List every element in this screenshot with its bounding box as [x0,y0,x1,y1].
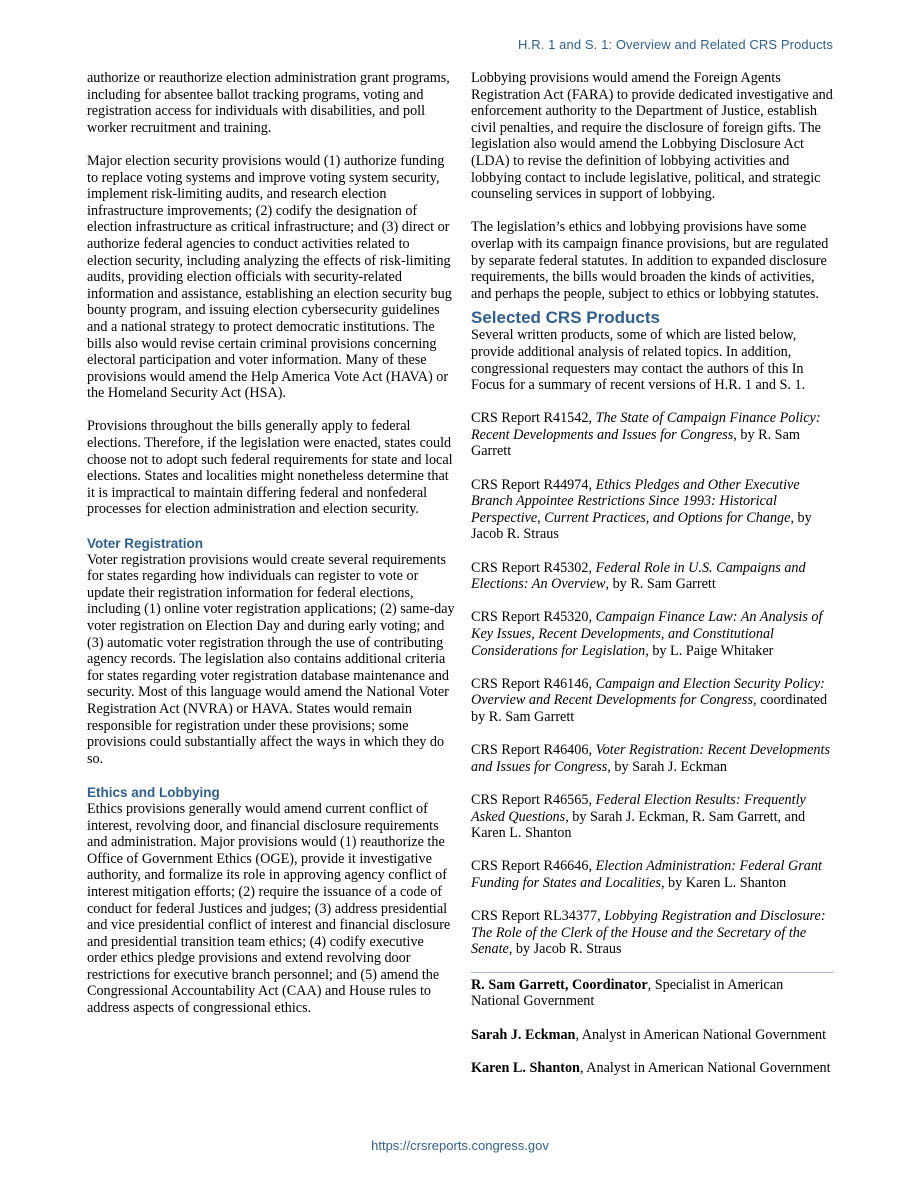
report-item [471,858,833,891]
report-authors: , by Sarah J. Eckman, R. Sam Garrett, and Karen L. Shanton [471,808,806,842]
report-authors: , by R. Sam Garrett [605,576,716,593]
report-number: CRS Report R41542, [471,410,596,427]
selected-crs-products-heading: Selected CRS Products [471,308,660,328]
report-title: Campaign Finance Law: An Analysis of Key Issues, Recent Developments, and Constitutional Considerations for Legislation [471,609,823,659]
author-entry [471,1060,833,1077]
paragraph: authorize or reauthorize election administration grant programs, including for absentee ballot tracking programs, voting and registration access for individuals with disabilities, and poll worker recruitment and training. [87,70,450,136]
author-list [471,977,833,1077]
report-number: CRS Report R44974, [471,476,596,493]
report-number: CRS Report R46565, [471,791,596,808]
report-title: Ethics Pledges and Other Executive Branch Appointee Restrictions Since 1993: Historical Perspective, Current Practices, and Options for Change [471,476,800,526]
paragraph: Lobbying provisions would amend the Foreign Agents Registration Act (FARA) to provide dedicated investigative and enforcement authority to the Department of Justice, establish civil penalties, and require the disclosure of foreign gifts. The legislation also would amend the Lobbying Disclosure Act (LDA) to revise the definition of lobbying activities and lobbying contact to include legislative, political, and strategic counseling services in support of lobbying. [471,70,833,203]
report-item [471,609,833,659]
report-title: Lobbying Registration and Disclosure: The Role of the Clerk of the House and the Secretary of the Senate [471,908,826,958]
report-item [471,410,833,460]
report-number: CRS Report RL34377, [471,908,605,925]
paragraph: Ethics provisions generally would amend current conflict of interest, revolving door, and financial disclosure requirements and administration. Major provisions would (1) reauthorize the Office of Government Ethics (OGE), provide it investigative authority, and formalize its role in approving agency conflict of interest mitigation efforts; (2) require the issuance of a code of conduct for federal Justices and judges; (3) address presidential and vice presidential conflict of interest and financial disclosure and presidential transition team ethics; (4) codify executive order ethics pledge provisions and extend revolving door restrictions for executive branch personnel; and (5) amend the Congressional Accountability Act (CAA) and House rules to address aspects of congressional ethics. [87,800,451,1017]
author-role: , Analyst in American National Government [579,1059,831,1076]
author-entry [471,1027,833,1044]
ethics-lobbying-heading: Ethics and Lobbying [87,784,220,800]
paragraph: Several written products, some of which are listed below, provide additional analysis of related topics. In addition, congressional requesters may contact the authors of this In Focus for a summary of recent versions of H.R. 1 and S. 1. [471,327,806,394]
report-authors: , by Jacob R. Straus [508,941,622,958]
report-authors: , coordinated by R. Sam Garrett [471,692,828,725]
report-number: CRS Report R45320, [471,609,596,626]
author-divider [471,972,833,973]
author-name: R. Sam Garrett, Coordinator [471,976,648,993]
report-title: Campaign and Election Security Policy: Overview and Recent Developments for Congress [471,675,825,709]
report-number: CRS Report R46146, [471,675,596,692]
left-column [87,70,455,1017]
paragraph: Major election security provisions would (1) authorize funding to replace voting systems and improve voting system security, implement risk-limiting audits, and research election infrastructure improvements; (2) codify the designation of election infrastructure as critical infrastructure; and (3) direct or authorize federal agencies to conduct activities related to election security, including analyzing the effects of risk-limiting audits, providing election officials with security-related information and assistance, establishing an election security bug bounty program, and issuing election cybersecurity guidelines and a national strategy to protect democratic institutions. The bills also would revise certain criminal provisions concerning electoral participation and voter information. Many of these provisions would amend the Help America Vote Act (HAVA) or the Homeland Security Act (HSA). [87,152,452,402]
author-name: Sarah J. Eckman [471,1026,576,1043]
report-authors: , by R. Sam Garrett [471,426,800,460]
report-item [471,477,833,543]
report-authors: , by Karen L. Shanton [660,874,787,891]
author-entry [471,977,833,1010]
report-title: Election Administration: Federal Grant Funding for States and Localities [471,858,822,891]
report-authors: , by L. Paige Whitaker [645,642,774,659]
paragraph: Provisions throughout the bills generally apply to federal elections. Therefore, if the legislation were enacted, states could choose not to adopt such federal requirements for state and local elections. States and localities might nonetheless determine that it is impractical to maintain differing federal and nonfederal processes for election administration and election security. [87,418,453,518]
author-role: , Specialist in American National Government [471,976,784,1010]
report-title: The State of Campaign Finance Policy: Recent Developments and Issues for Congress [471,410,821,443]
report-item [471,792,833,842]
report-title: Federal Role in U.S. Campaigns and Elections: An Overview [471,559,806,593]
author-name: Karen L. Shanton [471,1059,580,1076]
report-number: CRS Report R46646, [471,858,596,875]
report-item [471,742,833,775]
report-number: CRS Report R45302, [471,559,596,576]
report-item [471,908,833,958]
running-header: H.R. 1 and S. 1: Overview and Related CRS Products [518,37,833,52]
report-title: Voter Registration: Recent Developments and Issues for Congress [471,742,830,775]
paragraph: Voter registration provisions would create several requirements for states regarding how individuals can register to vote or update their registration information for federal elections, including (1) online voter registration applications; (2) same-day voter registration on Election Day and during early voting; and (3) automatic voter registration through the use of contributing agency records. The legislation also contains additional criteria for states regarding voter registration database maintenance and security. Most of this language would amend the National Voter Registration Act (NVRA) or HAVA. States would remain responsible for registration under these provisions; some provisions could substantially affect the ways in which they do so. [87,551,455,767]
report-item [471,676,833,726]
report-title: Federal Election Results: Frequently Asked Questions [471,791,806,825]
voter-registration-heading: Voter Registration [87,535,204,551]
report-authors: , by Sarah J. Eckman [607,758,728,775]
report-authors: , by Jacob R. Straus [471,509,812,543]
right-column [471,70,833,1093]
paragraph: The legislation’s ethics and lobbying provisions have some overlap with its campaign finance provisions, but are regulated by separate federal statutes. In addition to expanded disclosure requirements, the bills would broaden the kinds of activities, and perhaps the people, subject to ethics or lobbying statutes. [471,219,829,302]
footer-url[interactable]: https://crsreports.congress.gov [371,1138,549,1153]
report-number: CRS Report R46406, [471,742,596,759]
report-list [471,410,833,958]
report-item [471,560,833,593]
author-role: , Analyst in American National Government [575,1026,827,1043]
